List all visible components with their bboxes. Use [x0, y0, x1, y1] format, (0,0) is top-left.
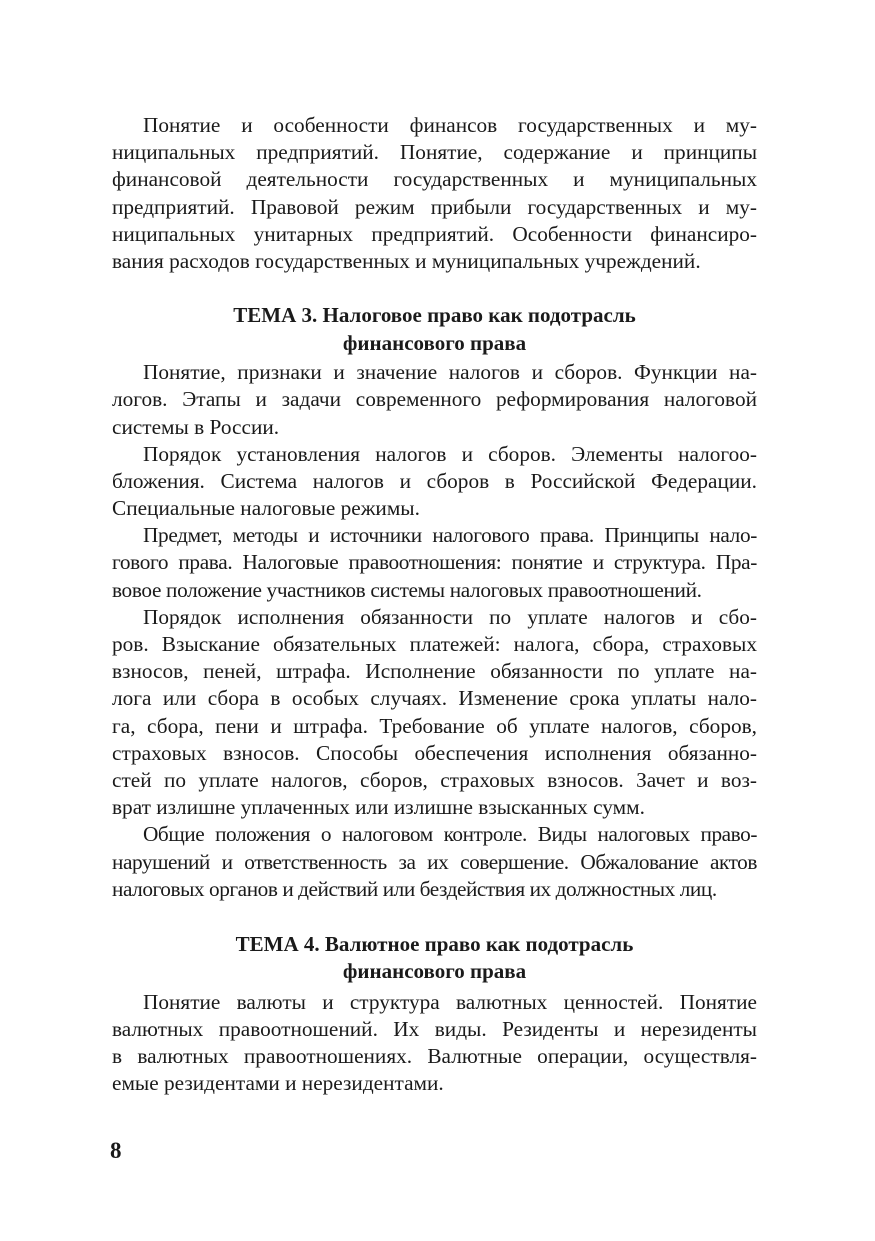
page-body: [112, 112, 757, 1098]
topic3-title-line1: ТЕМА 3. Налоговое право как подотрасль: [233, 303, 636, 328]
topic4-paragraph-1: [112, 989, 757, 1098]
text-line: бложения. Система налогов и сборов в Российской Федерации.: [112, 468, 757, 493]
text-line: ниципальных предприятий. Понятие, содержание и принципы: [112, 140, 757, 165]
intro-paragraph: [112, 112, 757, 275]
topic4-heading: [112, 931, 757, 986]
text-line: финансовой деятельности государственных и муниципальных: [112, 167, 757, 192]
topic4-title-line1: ТЕМА 4. Валютное право как подотрасль: [235, 931, 634, 956]
text-line: системы в России.: [112, 414, 280, 439]
text-line: в валютных правоотношениях. Валютные операции, осуществля-: [112, 1044, 757, 1069]
text-line: Порядок установления налогов и сборов. Элементы налогоо-: [143, 441, 757, 466]
text-line: емые резидентами и нерезидентами.: [112, 1071, 444, 1096]
topic3-paragraph-5: [112, 821, 757, 903]
text-line: вовое положение участников системы налоговых правоотношений.: [112, 577, 702, 602]
text-line: Понятие и особенности финансов государственных и му-: [143, 113, 757, 137]
text-line: взносов, пеней, штрафа. Исполнение обязанности по уплате на-: [112, 659, 757, 684]
text-line: нарушений и ответственность за их совершение. Обжалование актов: [112, 849, 757, 874]
text-line: предприятий. Правовой режим прибыли государственных и му-: [112, 194, 757, 219]
topic3-paragraph-4: [112, 604, 757, 822]
text-line: га, сбора, пени и штрафа. Требование об уплате налогов, сборов,: [112, 713, 757, 738]
text-line: ниципальных унитарных предприятий. Особенности финансиро-: [112, 221, 757, 246]
text-line: вания расходов государственных и муниципальных учреждений.: [112, 248, 701, 273]
text-line: гового права. Налоговые правоотношения: понятие и структура. Пра-: [112, 550, 757, 575]
text-line: Специальные налоговые режимы.: [112, 496, 420, 521]
topic4-title-line2: финансового права: [342, 959, 527, 984]
text-line: логов. Этапы и задачи современного реформирования налоговой: [112, 387, 757, 412]
text-line: лога или сбора в особых случаях. Изменение срока уплаты нало-: [112, 686, 757, 711]
topic3-paragraph-1: [112, 359, 757, 441]
text-line: стей по уплате налогов, сборов, страховых взносов. Зачет и воз-: [112, 767, 757, 792]
text-line: страховых взносов. Способы обеспечения исполнения обязанно-: [112, 740, 757, 765]
text-line: Предмет, методы и источники налогового права. Принципы нало-: [143, 523, 757, 548]
text-line: налоговых органов и действий или бездействия их должностных лиц.: [112, 876, 717, 901]
text-line: Понятие, признаки и значение налогов и сборов. Функции на-: [143, 360, 757, 385]
topic3-paragraph-3: [112, 522, 757, 604]
topic3-title-line2: финансового права: [342, 330, 527, 355]
text-line: Порядок исполнения обязанности по уплате налогов и сбо-: [143, 604, 757, 629]
page-number: 8: [110, 1138, 122, 1163]
topic3-heading: [112, 302, 757, 357]
text-line: ров. Взыскание обязательных платежей: налога, сбора, страховых: [112, 632, 757, 656]
topic3-paragraph-2: [112, 441, 757, 523]
text-line: валютных правоотношений. Их виды. Резиденты и нерезиденты: [112, 1017, 757, 1042]
text-line: Понятие валюты и структура валютных ценностей. Понятие: [143, 989, 757, 1014]
text-line: врат излишне уплаченных или излишне взысканных сумм.: [112, 795, 645, 820]
text-line: Общие положения о налоговом контроле. Виды налоговых право-: [143, 822, 757, 847]
